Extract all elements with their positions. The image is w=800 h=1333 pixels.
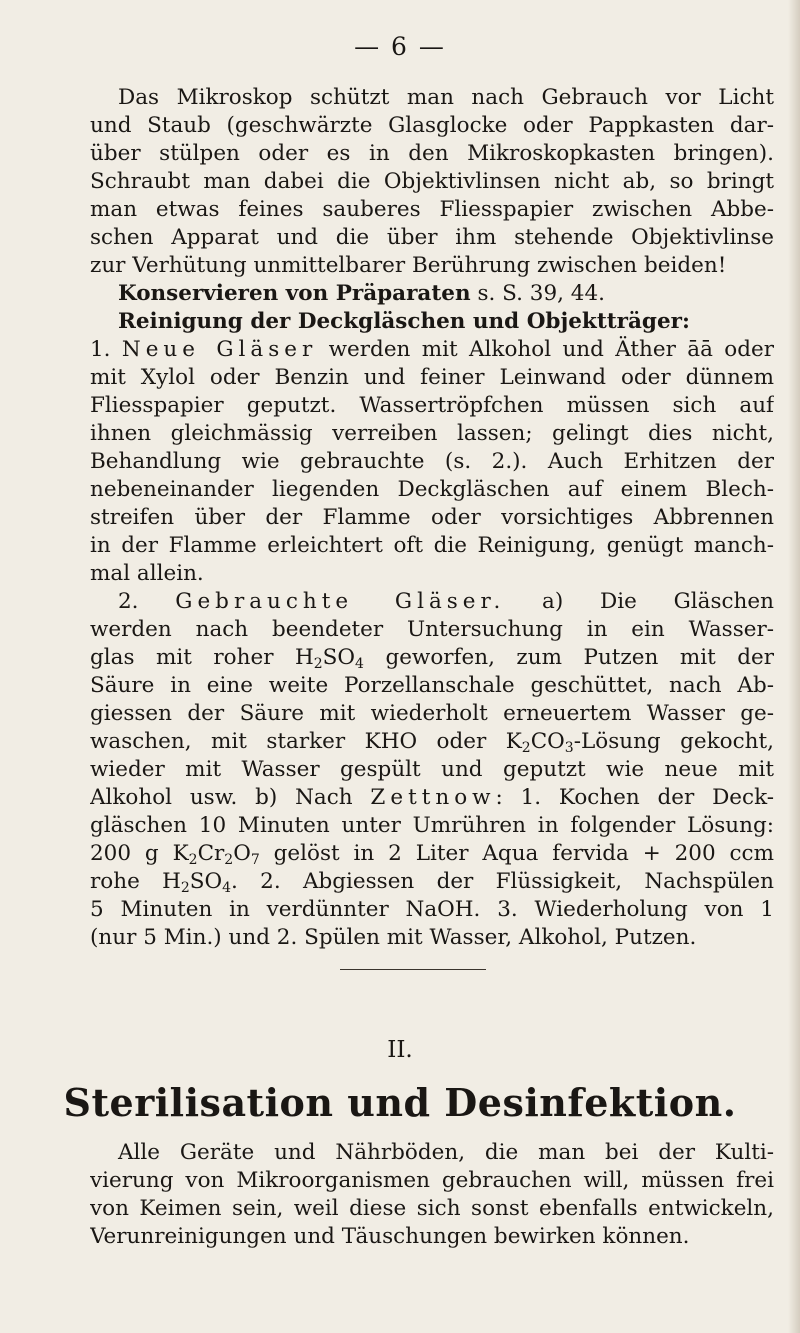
text-fragment: -Lösung gekocht, [573, 729, 774, 754]
main-text [90, 84, 774, 952]
reinigung-heading-text: Reinigung der Deckgläschen und Objektträger: [118, 309, 690, 334]
text-line: Fliesspapier geputzt. Wassertröpfchen müssen sich auf [90, 393, 774, 418]
text-line: Behandlung wie gebrauchte (s. 2.). Auch Erhitzen der [90, 449, 774, 474]
page-number: — 6 — [354, 32, 446, 61]
text-line: mal allein. [90, 561, 204, 586]
text-line [90, 840, 774, 868]
text-line [90, 728, 774, 756]
paragraph-gebrauchte [90, 588, 774, 952]
subscript: 4 [222, 880, 232, 896]
page-edge-shadow [788, 0, 800, 1333]
text-line [90, 868, 774, 896]
text-fragment: glas mit roher H [90, 645, 314, 670]
text-fragment: geworfen, zum Putzen mit der [363, 645, 774, 670]
text-line [90, 784, 774, 812]
section-divider [340, 969, 486, 970]
text-line: Das Mikroskop schützt man nach Gebrauch vor Licht [118, 85, 774, 110]
paragraph-microscope [90, 84, 774, 280]
text-fragment: waschen, mit starker KHO oder K [90, 729, 522, 754]
text-line: schen Apparat und die über ihm stehende Objektivlinse [90, 225, 774, 250]
text-fragment: 200 g K [90, 841, 189, 866]
text-fragment: rohe H [90, 869, 181, 894]
section-text [90, 1138, 774, 1250]
subscript: 3 [564, 740, 574, 756]
text-line: vierung von Mikroorganismen gebrauchen will, müssen frei [90, 1168, 774, 1193]
text-fragment: a) Die Gläschen [505, 589, 774, 614]
konservieren-reference: s. S. 39, 44. [470, 281, 605, 306]
subscript: 7 [250, 852, 260, 868]
section-title: Sterilisation und Desinfektion. [63, 1080, 737, 1125]
text-line: Verunreinigungen und Täuschungen bewirken können. [90, 1224, 690, 1249]
text-line: Säure in eine weite Porzellanschale geschüttet, nach Ab- [90, 673, 774, 698]
text-line [90, 280, 774, 308]
text-line: (nur 5 Min.) und 2. Spülen mit Wasser, Alkohol, Putzen. [90, 925, 697, 950]
text-line: gläschen 10 Minuten unter Umrühren in folgender Lösung: [90, 813, 774, 838]
list-number: 1. [90, 337, 122, 362]
text-fragment: SO [189, 869, 223, 894]
subscript: 2 [313, 656, 323, 672]
section-number: II. [387, 1037, 413, 1063]
subscript: 2 [180, 880, 190, 896]
text-line: ihnen gleichmässig verreiben lassen; gelingt dies nicht, [90, 421, 774, 446]
text-fragment: CO [530, 729, 565, 754]
text-fragment: Alkohol usw. b) Nach [90, 785, 371, 810]
reinigung-heading [90, 308, 774, 336]
text-line: giessen der Säure mit wiederholt erneuertem Wasser ge- [90, 701, 774, 726]
author-name: Zettnow [370, 785, 496, 810]
text-line [90, 336, 774, 364]
text-line: nebeneinander liegenden Deckgläschen auf einem Blech- [90, 477, 774, 502]
paragraph-konservieren [90, 280, 774, 308]
subscript: 2 [188, 852, 198, 868]
paragraph-reinigung [90, 308, 774, 588]
konservieren-heading: Konservieren von Präparaten [118, 281, 471, 306]
text-line: von Keimen sein, weil diese sich sonst ebenfalls entwickeln, [90, 1196, 774, 1221]
text-line: werden nach beendeter Untersuchung in ein Wasser- [90, 617, 774, 642]
text-fragment: gelöst in 2 Liter Aqua fervida + 200 ccm [259, 841, 774, 866]
neue-glaeser-label: Neue Gläser [121, 337, 318, 362]
subscript: 2 [224, 852, 234, 868]
text-line: man etwas feines sauberes Fliesspapier zwischen Abbe- [90, 197, 774, 222]
text-line: wieder mit Wasser gespült und geputzt wie neue mit [90, 757, 774, 782]
text-line: Schraubt man dabei die Objektivlinsen nicht ab, so bringt [90, 169, 774, 194]
text-fragment: : 1. Kochen der Deck- [495, 785, 774, 810]
list-number: 2. [118, 589, 176, 614]
subscript: 2 [521, 740, 531, 756]
text-line: 5 Minuten in verdünnter NaOH. 3. Wiederholung von 1 [90, 897, 774, 922]
text-fragment: Cr [197, 841, 225, 866]
text-line: Alle Geräte und Nährböden, die man bei der Kulti- [118, 1140, 774, 1165]
text-fragment: werden mit Alkohol und Äther āā oder [317, 337, 774, 362]
text-line: in der Flamme erleichtert oft die Reinigung, genügt manch- [90, 533, 774, 558]
text-line: streifen über der Flamme oder vorsichtiges Abbrennen [90, 505, 774, 530]
text-fragment: . 2. Abgiessen der Flüssigkeit, Nachspülen [231, 869, 774, 894]
text-line: mit Xylol oder Benzin und feiner Leinwand oder dünnem [90, 365, 774, 390]
text-line: über stülpen oder es in den Mikroskopkasten bringen). [90, 141, 774, 166]
text-line: zur Verhütung unmittelbarer Berührung zwischen beiden! [90, 253, 727, 278]
text-fragment: O [233, 841, 251, 866]
subscript: 4 [355, 656, 364, 672]
text-line [90, 588, 774, 616]
text-line: und Staub (geschwärzte Glasglocke oder Pappkasten dar- [90, 113, 774, 138]
text-line [90, 644, 774, 672]
gebrauchte-glaeser-label: Gebrauchte Gläser. [175, 589, 506, 614]
text-fragment: SO [322, 645, 356, 670]
